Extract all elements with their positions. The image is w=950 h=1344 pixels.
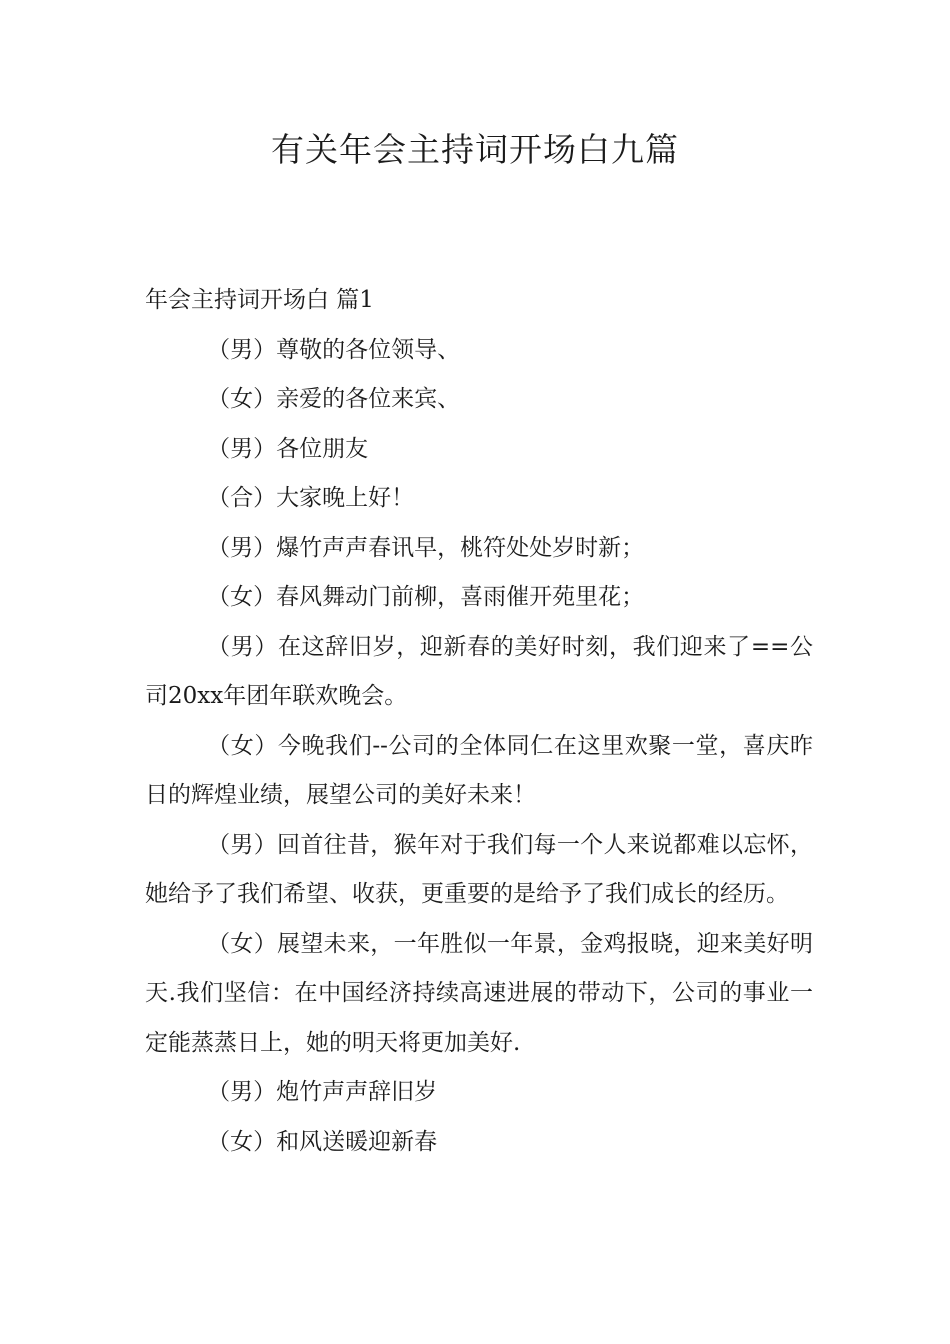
paragraph: （女）春风舞动门前柳，喜雨催开苑里花； [207,584,645,610]
paragraph: （男）在这辞旧岁，迎新春的美好时刻，我们迎来了==公司20xx年团年联欢晚会。 [145,633,813,709]
section-heading: 年会主持词开场白 篇1 [145,287,374,313]
document-title: 有关年会主持词开场白九篇 [271,130,679,169]
paragraph: （女）今晚我们--公司的全体同仁在这里欢聚一堂，喜庆昨日的辉煌业绩，展望公司的美好未来！ [145,732,813,808]
paragraph: （男）爆竹声声春讯早，桃符处处岁时新； [207,534,645,561]
paragraph: （男）炮竹声声辞旧岁 [207,1079,438,1105]
paragraph: （女）和风送暖迎新春 [207,1128,438,1155]
paragraph: （男）尊敬的各位领导、 [207,336,461,363]
paragraph: （女）亲爱的各位来宾、 [207,386,461,412]
paragraph: （女）展望未来，一年胜似一年景，金鸡报晓，迎来美好明天.我们坚信：在中国经济持续高速进展的带动下，公司的事业一定能蒸蒸日上，她的明天将更加美好. [145,930,813,1056]
paragraph: （合）大家晚上好！ [207,485,415,511]
document-body [145,276,813,1167]
paragraph: （男）各位朋友 [207,435,369,462]
paragraph: （男）回首往昔，猴年对于我们每一个人来说都难以忘怀，她给予了我们希望、收获，更重要的是给予了我们成长的经历。 [145,831,813,907]
